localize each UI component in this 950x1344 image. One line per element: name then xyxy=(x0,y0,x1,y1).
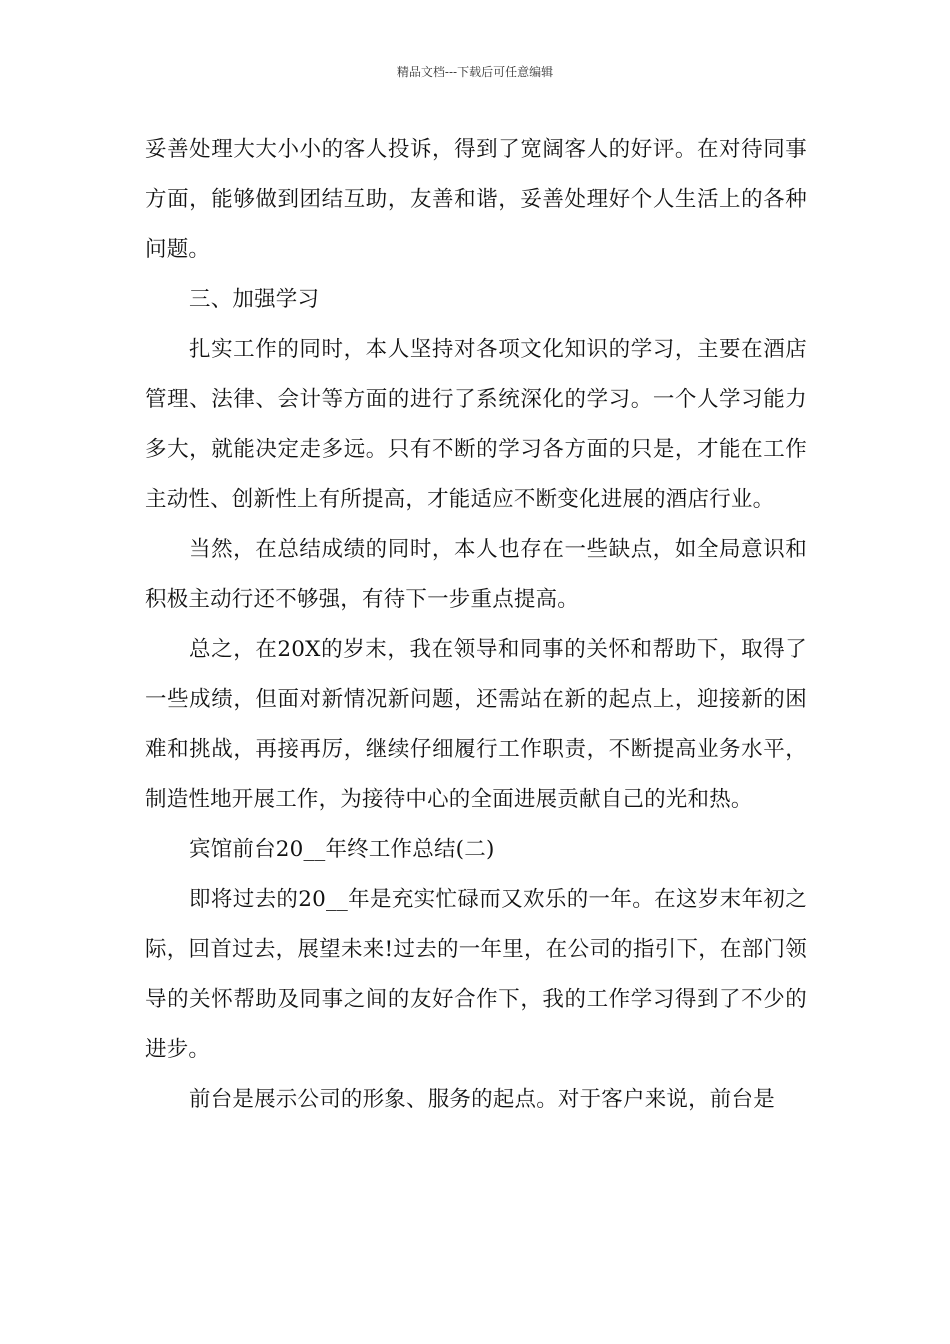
section-title-summary-two: 宾馆前台20__年终工作总结(二) xyxy=(189,837,495,862)
page-header: 精品文档---下载后可任意编辑 xyxy=(396,65,554,79)
paragraph-study: 扎实工作的同时，本人坚持对各项文化知识的学习，主要在酒店管理、法律、会计等方面的进行了系统深化的学习。一个人学习能力多大，就能决定走多远。只有不断的学习各方面的只是，才能在工作主动性、创新性上有所提高，才能适应不断变化进展的酒店行业。 xyxy=(145,337,807,512)
document-body xyxy=(145,125,807,1125)
paragraph-shortcomings: 当然，在总结成绩的同时，本人也存在一些缺点，如全局意识和积极主动行还不够强，有待下一步重点提高。 xyxy=(145,537,807,612)
paragraph-year-review: 即将过去的20__年是充实忙碌而又欢乐的一年。在这岁末年初之际，回首过去，展望未来!过去的一年里，在公司的指引下，在部门领导的关怀帮助及同事之间的友好合作下，我的工作学习得到了不少的进步。 xyxy=(145,887,807,1062)
paragraph-front-desk: 前台是展示公司的形象、服务的起点。对于客户来说，前台是 xyxy=(189,1087,775,1112)
paragraph-complaints: 妥善处理大大小小的客人投诉，得到了宽阔客人的好评。在对待同事方面，能够做到团结互助，友善和谐，妥善处理好个人生活上的各种问题。 xyxy=(145,137,807,262)
section-heading-study: 三、加强学习 xyxy=(189,287,320,312)
paragraph-conclusion: 总之，在20X的岁末，我在领导和同事的关怀和帮助下，取得了一些成绩，但面对新情况新问题，还需站在新的起点上，迎接新的困难和挑战，再接再厉，继续仔细履行工作职责，不断提高业务水平，制造性地开展工作，为接待中心的全面进展贡献自己的光和热。 xyxy=(145,637,807,812)
